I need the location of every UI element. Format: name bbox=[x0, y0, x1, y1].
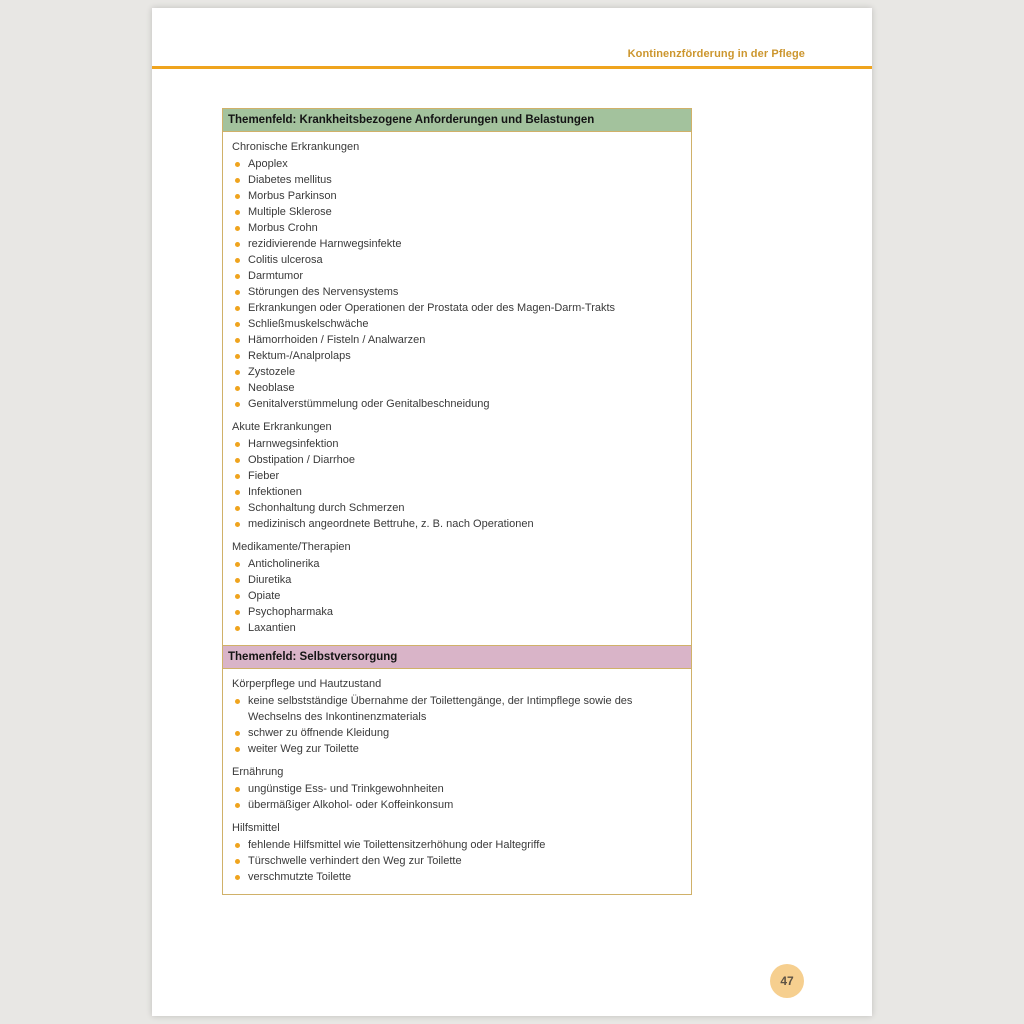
list-item bbox=[232, 837, 683, 853]
list-item bbox=[232, 236, 683, 252]
group-ernaehrung bbox=[232, 764, 683, 813]
list-item-text: Genitalverstümmelung oder Genitalbeschneidung bbox=[248, 398, 490, 410]
bullet-icon bbox=[235, 306, 240, 311]
bullet-icon bbox=[235, 290, 240, 295]
list-item bbox=[232, 500, 683, 516]
bullet-icon bbox=[235, 859, 240, 864]
list-item bbox=[232, 725, 683, 741]
items-list bbox=[232, 556, 683, 636]
bullet-icon bbox=[235, 274, 240, 279]
list-item bbox=[232, 604, 683, 620]
bullet-icon bbox=[235, 506, 240, 511]
list-item bbox=[232, 204, 683, 220]
list-item bbox=[232, 452, 683, 468]
section-body-krankheitsbezogene-anforderungen bbox=[223, 132, 691, 645]
items-list bbox=[232, 837, 683, 885]
list-item-text: Diuretika bbox=[248, 574, 292, 586]
group-chronische-erkrankungen bbox=[232, 139, 683, 412]
group-koerperpflege-hautzustand bbox=[232, 676, 683, 757]
bullet-icon bbox=[235, 194, 240, 199]
list-item-text: Anticholinerika bbox=[248, 558, 320, 570]
list-item-text: verschmutzte Toilette bbox=[248, 871, 352, 883]
list-item bbox=[232, 468, 683, 484]
bullet-icon bbox=[235, 322, 240, 327]
list-item-text: Neoblase bbox=[248, 382, 295, 394]
page-number-badge bbox=[770, 964, 804, 998]
running-header bbox=[628, 48, 805, 60]
bullet-icon bbox=[235, 226, 240, 231]
bullet-icon bbox=[235, 610, 240, 615]
group-label: Körperpflege und Hautzustand bbox=[232, 678, 382, 690]
themenfeld-table bbox=[222, 108, 692, 895]
list-item bbox=[232, 588, 683, 604]
list-item bbox=[232, 172, 683, 188]
section-header-selbstversorgung: Themenfeld: Selbstversorgung bbox=[223, 645, 691, 669]
bullet-icon bbox=[235, 442, 240, 447]
bullet-icon bbox=[235, 162, 240, 167]
list-item bbox=[232, 396, 683, 412]
list-item bbox=[232, 156, 683, 172]
bullet-icon bbox=[235, 178, 240, 183]
list-item bbox=[232, 484, 683, 500]
bullet-icon bbox=[235, 626, 240, 631]
list-item bbox=[232, 380, 683, 396]
group-label: Chronische Erkrankungen bbox=[232, 141, 360, 153]
bullet-icon bbox=[235, 474, 240, 479]
bullet-icon bbox=[235, 490, 240, 495]
list-item-text: Morbus Crohn bbox=[248, 222, 318, 234]
bullet-icon bbox=[235, 402, 240, 407]
page-number: 47 bbox=[780, 974, 794, 988]
list-item-text: Störungen des Nervensystems bbox=[248, 286, 399, 298]
list-item bbox=[232, 436, 683, 452]
bullet-icon bbox=[235, 803, 240, 808]
bullet-icon bbox=[235, 210, 240, 215]
list-item bbox=[232, 781, 683, 797]
section-body-selbstversorgung bbox=[223, 669, 691, 894]
group-label: Medikamente/Therapien bbox=[232, 541, 351, 553]
list-item bbox=[232, 220, 683, 236]
list-item-text: Türschwelle verhindert den Weg zur Toilette bbox=[248, 855, 462, 867]
list-item bbox=[232, 741, 683, 757]
bullet-icon bbox=[235, 522, 240, 527]
bullet-icon bbox=[235, 843, 240, 848]
items-list bbox=[232, 693, 683, 757]
list-item bbox=[232, 188, 683, 204]
list-item-text: Colitis ulcerosa bbox=[248, 254, 323, 266]
bullet-icon bbox=[235, 578, 240, 583]
running-header-text: Kontinenzförderung in der Pflege bbox=[627, 48, 805, 60]
items-list bbox=[232, 436, 683, 532]
bullet-icon bbox=[235, 731, 240, 736]
list-item-text: rezidivierende Harnwegsinfekte bbox=[248, 238, 402, 250]
bullet-icon bbox=[235, 787, 240, 792]
list-item bbox=[232, 252, 683, 268]
bullet-icon bbox=[235, 354, 240, 359]
group-label: Hilfsmittel bbox=[232, 822, 280, 834]
list-item bbox=[232, 348, 683, 364]
list-item-text: übermäßiger Alkohol- oder Koffeinkonsum bbox=[248, 799, 454, 811]
header-rule bbox=[152, 66, 872, 69]
list-item-text: Erkrankungen oder Operationen der Prostata oder des Magen-Darm-Trakts bbox=[248, 302, 616, 314]
list-item bbox=[232, 516, 683, 532]
bullet-icon bbox=[235, 242, 240, 247]
list-item bbox=[232, 797, 683, 813]
list-item-text: Fieber bbox=[248, 470, 280, 482]
list-item bbox=[232, 268, 683, 284]
section-header-krankheitsbezogene-anforderungen: Themenfeld: Krankheitsbezogene Anforderungen und Belastungen bbox=[223, 109, 691, 132]
list-item-text: schwer zu öffnende Kleidung bbox=[248, 727, 390, 739]
bullet-icon bbox=[235, 386, 240, 391]
list-item-text: Multiple Sklerose bbox=[248, 206, 332, 218]
list-item-text: ungünstige Ess- und Trinkgewohnheiten bbox=[248, 783, 444, 795]
group-label: Ernährung bbox=[232, 766, 284, 778]
list-item bbox=[232, 693, 683, 725]
list-item bbox=[232, 572, 683, 588]
list-item bbox=[232, 620, 683, 636]
group-medikamente-therapien bbox=[232, 539, 683, 636]
list-item-text: Schließmuskelschwäche bbox=[248, 318, 369, 330]
bullet-icon bbox=[235, 699, 240, 704]
group-hilfsmittel bbox=[232, 820, 683, 885]
list-item-text: Darmtumor bbox=[248, 270, 304, 282]
list-item-text: Infektionen bbox=[248, 486, 302, 498]
list-item-text: keine selbstständige Übernahme der Toilettengänge, der Intimpflege sowie des Wechselns des Inkontinenzmaterials bbox=[248, 695, 633, 723]
list-item bbox=[232, 300, 683, 316]
bullet-icon bbox=[235, 258, 240, 263]
list-item-text: Harnwegsinfektion bbox=[248, 438, 339, 450]
list-item-text: weiter Weg zur Toilette bbox=[248, 743, 359, 755]
group-label: Akute Erkrankungen bbox=[232, 421, 332, 433]
list-item bbox=[232, 869, 683, 885]
document-page bbox=[152, 8, 872, 1016]
list-item-text: medizinisch angeordnete Bettruhe, z. B. nach Operationen bbox=[248, 518, 534, 530]
list-item-text: Psychopharmaka bbox=[248, 606, 333, 618]
list-item-text: fehlende Hilfsmittel wie Toilettensitzerhöhung oder Haltegriffe bbox=[248, 839, 546, 851]
group-akute-erkrankungen bbox=[232, 419, 683, 532]
list-item bbox=[232, 853, 683, 869]
list-item-text: Zystozele bbox=[248, 366, 296, 378]
items-list bbox=[232, 781, 683, 813]
bullet-icon bbox=[235, 458, 240, 463]
list-item bbox=[232, 556, 683, 572]
list-item bbox=[232, 316, 683, 332]
list-item-text: Opiate bbox=[248, 590, 281, 602]
list-item-text: Apoplex bbox=[248, 158, 288, 170]
bullet-icon bbox=[235, 562, 240, 567]
bullet-icon bbox=[235, 875, 240, 880]
list-item-text: Diabetes mellitus bbox=[248, 174, 332, 186]
items-list bbox=[232, 156, 683, 412]
list-item bbox=[232, 284, 683, 300]
list-item bbox=[232, 332, 683, 348]
list-item-text: Hämorrhoiden / Fisteln / Analwarzen bbox=[248, 334, 426, 346]
list-item-text: Laxantien bbox=[248, 622, 296, 634]
bullet-icon bbox=[235, 747, 240, 752]
list-item-text: Obstipation / Diarrhoe bbox=[248, 454, 355, 466]
list-item-text: Morbus Parkinson bbox=[248, 190, 337, 202]
bullet-icon bbox=[235, 370, 240, 375]
list-item-text: Rektum-/Analprolaps bbox=[248, 350, 351, 362]
list-item-text: Schonhaltung durch Schmerzen bbox=[248, 502, 405, 514]
bullet-icon bbox=[235, 594, 240, 599]
bullet-icon bbox=[235, 338, 240, 343]
list-item bbox=[232, 364, 683, 380]
